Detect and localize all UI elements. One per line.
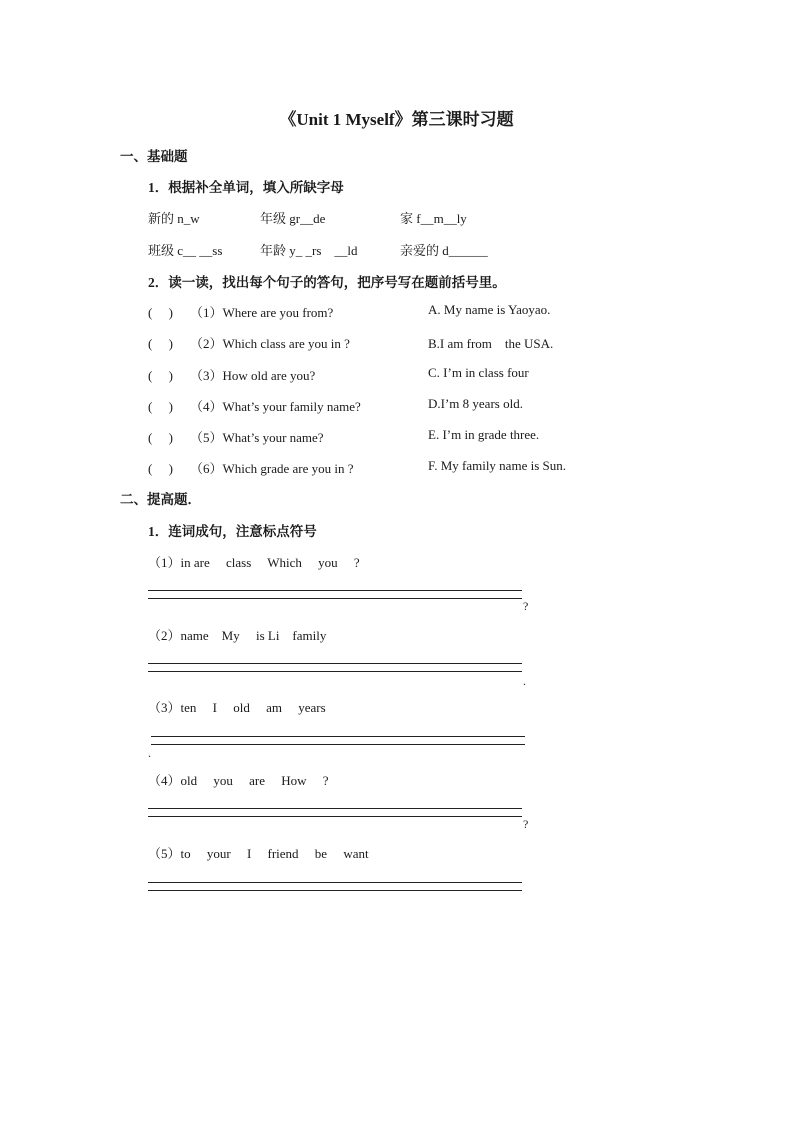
match-answer: F. My family name is Sun. bbox=[428, 458, 566, 473]
section-heading-basic: 一、基础题 bbox=[120, 149, 188, 164]
answer-line bbox=[148, 808, 522, 809]
section-heading-advanced: 二、提高题． bbox=[120, 492, 201, 507]
end-punctuation: ? bbox=[523, 817, 529, 831]
question-2-heading: 2．读一读，找出每个句子的答句，把序号写在题前括号里。 bbox=[148, 275, 506, 290]
word-blank: 年龄 y_ _rs __ld bbox=[260, 243, 358, 258]
word-blank: 班级 c__ __ss bbox=[148, 243, 223, 258]
end-punctuation: ? bbox=[523, 599, 529, 613]
match-answer: D.I’m 8 years old. bbox=[428, 396, 523, 411]
match-answer: C. I’m in class four bbox=[428, 365, 529, 380]
answer-line bbox=[151, 744, 525, 745]
match-answer: A. My name is Yaoyao. bbox=[428, 302, 551, 317]
scrambled-words: （4）old you are How ? bbox=[148, 773, 329, 788]
answer-line bbox=[148, 816, 522, 817]
answer-bracket: ( ) bbox=[148, 430, 173, 445]
match-question: （3）How old are you? bbox=[190, 368, 316, 383]
match-question: （4）What’s your family name? bbox=[190, 399, 361, 414]
page-title: 《Unit 1 Myself》第三课时习题 bbox=[279, 110, 514, 129]
end-punctuation: . bbox=[148, 746, 151, 760]
scrambled-words: （1）in are class Which you ? bbox=[148, 555, 360, 570]
word-blank: 亲爱的 d______ bbox=[400, 243, 488, 258]
match-question: （6）Which grade are you in ? bbox=[190, 461, 354, 476]
answer-line bbox=[148, 663, 522, 664]
scrambled-words: （2）name My is Li family bbox=[148, 628, 327, 643]
question-1-heading: 1．根据补全单词，填入所缺字母 bbox=[148, 180, 344, 195]
word-blank: 年级 gr__de bbox=[260, 211, 326, 226]
match-question: （2）Which class are you in ? bbox=[190, 336, 350, 351]
answer-bracket: ( ) bbox=[148, 399, 173, 414]
match-question: （5）What’s your name? bbox=[190, 430, 324, 445]
end-punctuation: . bbox=[523, 674, 526, 688]
word-blank: 家 f__m__ly bbox=[400, 211, 467, 226]
match-answer: B.I am from the USA. bbox=[428, 336, 554, 351]
answer-line bbox=[148, 882, 522, 883]
match-question: （1）Where are you from? bbox=[190, 305, 334, 320]
answer-line bbox=[148, 890, 522, 891]
answer-line bbox=[151, 736, 525, 737]
match-answer: E. I’m in grade three. bbox=[428, 427, 540, 442]
answer-bracket: ( ) bbox=[148, 461, 173, 476]
word-blank: 新的 n_w bbox=[148, 211, 200, 226]
answer-line bbox=[148, 671, 522, 672]
answer-bracket: ( ) bbox=[148, 305, 173, 320]
scrambled-words: （3）ten I old am years bbox=[148, 700, 326, 715]
answer-line bbox=[148, 598, 522, 599]
answer-line bbox=[148, 590, 522, 591]
answer-bracket: ( ) bbox=[148, 336, 173, 351]
question-1-heading: 1．连词成句，注意标点符号 bbox=[148, 524, 317, 539]
scrambled-words: （5）to your I friend be want bbox=[148, 846, 369, 861]
answer-bracket: ( ) bbox=[148, 368, 173, 383]
